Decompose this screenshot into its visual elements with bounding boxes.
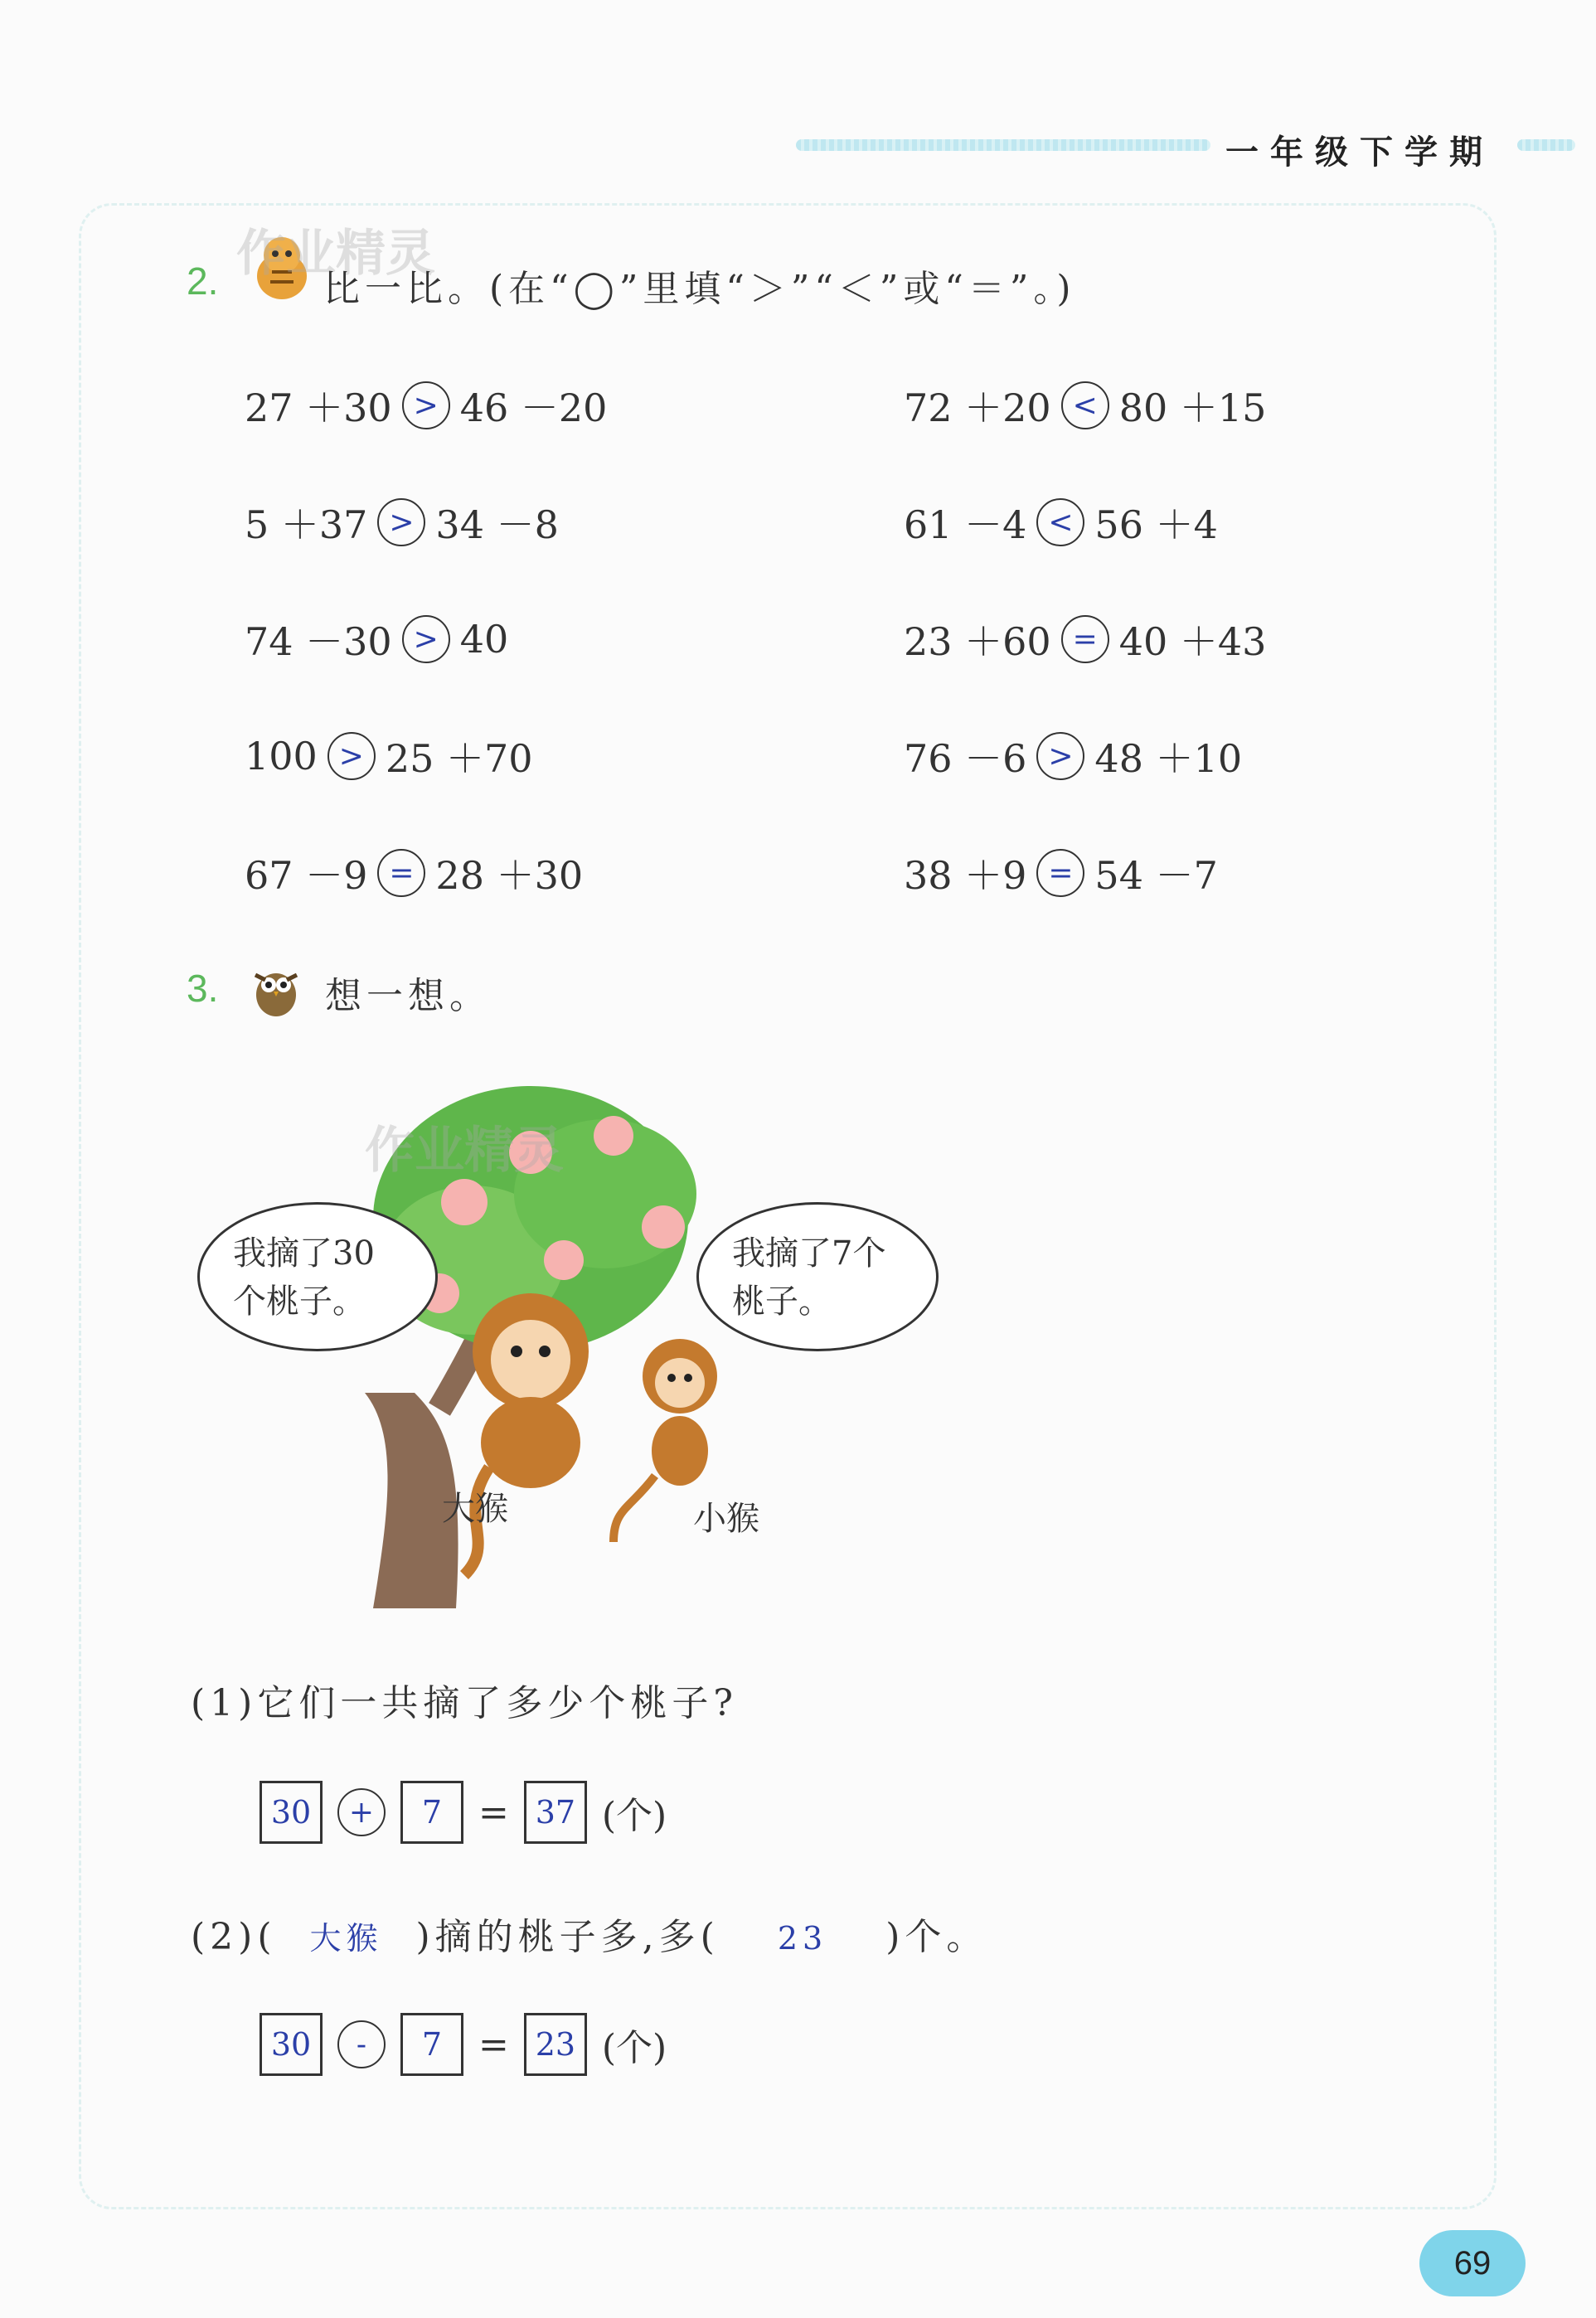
expr-right: 80 ＋15: [1118, 386, 1267, 430]
q3-sub2-question: [191, 1907, 987, 1960]
q3-number: 3.: [187, 967, 219, 1010]
q2-left-row-2: [245, 495, 559, 550]
q2-left-row-3: [245, 612, 508, 667]
q2-left-row-5: [245, 846, 583, 900]
expr-left: 27 ＋30: [245, 386, 392, 430]
watermark-q2: 作业精灵: [236, 225, 435, 283]
speech-bubble-big-monkey: 我摘了30个桃子。: [197, 1202, 438, 1351]
q3-sub2-suffix: )个。: [885, 1916, 988, 1958]
expr-right: 28 ＋30: [435, 853, 584, 898]
unit-label: (个): [601, 1795, 667, 1837]
expr-left: 61 －4: [904, 502, 1027, 547]
operator-circle[interactable]: -: [337, 2020, 386, 2068]
expr-right: 34 －8: [435, 502, 559, 547]
answer-box[interactable]: 30: [260, 2013, 323, 2076]
answer-circle[interactable]: <: [1061, 381, 1109, 429]
answer-circle[interactable]: >: [402, 381, 450, 429]
speech-bubble-small-monkey: 我摘了7个桃子。: [696, 1202, 939, 1351]
answer-num[interactable]: 23: [777, 1920, 828, 1957]
expr-right: 56 ＋4: [1094, 502, 1218, 547]
expr-left: 5 ＋37: [245, 502, 368, 547]
q3-sub2-mid: )摘的桃子多,多(: [415, 1916, 720, 1958]
q2-left-row-4: [245, 729, 533, 783]
answer-circle[interactable]: >: [1036, 732, 1084, 780]
expr-left: 74 －30: [245, 619, 392, 664]
watermark-q3: 作业精灵: [365, 1122, 564, 1180]
q3-sub2-equation: [260, 2013, 667, 2076]
unit-label: (个): [601, 2027, 667, 2069]
expr-right: 40: [459, 617, 509, 662]
q2-right-row-3: [904, 612, 1266, 667]
equals-sign: =: [478, 1791, 509, 1834]
expr-right: 54 －7: [1094, 853, 1218, 898]
expr-left: 67 －9: [245, 853, 368, 898]
answer-circle[interactable]: =: [377, 849, 425, 897]
expr-left: 23 ＋60: [904, 619, 1051, 664]
answer-who[interactable]: 大猴: [309, 1920, 383, 1957]
answer-box[interactable]: 7: [400, 1781, 463, 1844]
q3-title: 想一想。: [325, 975, 491, 1017]
page-number: 69: [1419, 2230, 1526, 2296]
q3-sub2-prefix: (2)(: [191, 1916, 277, 1958]
answer-circle[interactable]: >: [327, 732, 376, 780]
q3-sub1-equation: [260, 1781, 667, 1844]
expr-right: 48 ＋10: [1094, 736, 1243, 781]
label-big-monkey: 大猴: [442, 1490, 508, 1528]
q2-right-row-5: [904, 846, 1218, 900]
answer-circle[interactable]: =: [1036, 849, 1084, 897]
expr-left: 38 ＋9: [904, 853, 1027, 898]
label-small-monkey: 小猴: [693, 1500, 759, 1538]
equals-sign: =: [478, 2023, 509, 2066]
q2-title: 比一比。(在“◯”里填“＞”“＜”或“＝”。): [323, 268, 1076, 310]
answer-box[interactable]: 23: [524, 2013, 587, 2076]
expr-left: 100: [245, 734, 318, 778]
expr-left: 72 ＋20: [904, 386, 1051, 430]
q2-right-row-2: [904, 495, 1218, 550]
expr-right: 46 －20: [459, 386, 608, 430]
answer-circle[interactable]: >: [377, 498, 425, 546]
expr-left: 76 －6: [904, 736, 1027, 781]
answer-circle[interactable]: <: [1036, 498, 1084, 546]
answer-box[interactable]: 30: [260, 1781, 323, 1844]
q2-right-row-1: [904, 378, 1266, 433]
answer-box[interactable]: 7: [400, 2013, 463, 2076]
header-title: 一年级下学期: [1225, 133, 1494, 172]
answer-box[interactable]: 37: [524, 1781, 587, 1844]
q2-left-row-1: [245, 378, 607, 433]
q2-number: 2.: [187, 259, 219, 303]
header-decoration: [796, 139, 1210, 151]
q2-right-row-4: [904, 729, 1242, 783]
answer-circle[interactable]: =: [1061, 615, 1109, 663]
header-decoration-right: [1517, 139, 1575, 151]
expr-right: 40 ＋43: [1118, 619, 1267, 664]
q3-sub1-question: (1)它们一共摘了多少个桃子?: [191, 1682, 738, 1724]
answer-circle[interactable]: >: [402, 615, 450, 663]
expr-right: 25 ＋70: [385, 736, 533, 781]
operator-circle[interactable]: +: [337, 1788, 386, 1836]
owl-icon: [245, 960, 307, 1023]
